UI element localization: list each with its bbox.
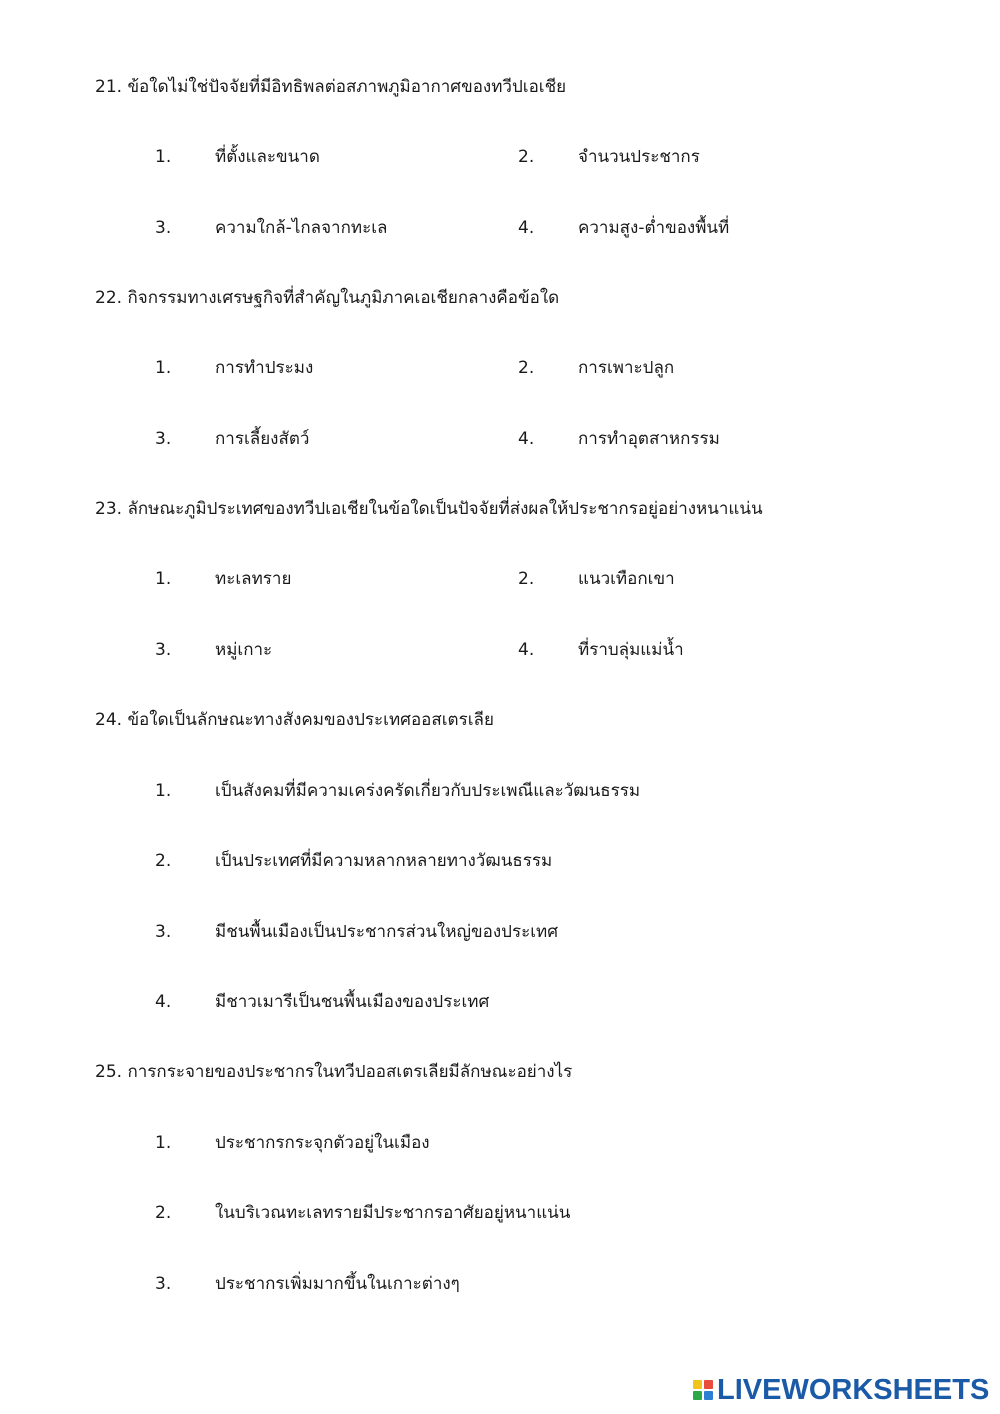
option-number: 4. [518,429,535,449]
option-text: เป็นสังคมที่มีความเคร่งครัดเกี่ยวกับประเพณีและวัฒนธรรม [215,781,641,801]
option-number: 1. [155,781,172,801]
option-number: 2. [155,1203,172,1223]
option-text: ความใกล้-ไกลจากทะเล [215,218,388,238]
option-number: 1. [155,147,172,167]
option-number: 3. [155,922,172,942]
option-text: การทำประมง [215,358,314,378]
option-text: ทะเลทราย [215,569,292,589]
option-text: ประชากรเพิ่มมากขึ้นในเกาะต่างๆ [215,1274,460,1294]
option-text: ที่ตั้งและขนาด [215,147,320,167]
question-25: 25. การกระจายของประชากรในทวีปออสเตรเลียมีลักษณะอย่างไร [95,1062,573,1082]
question-23: 23. ลักษณะภูมิประเทศของทวีปเอเชียในข้อใดเป็นปัจจัยที่ส่งผลให้ประชากรอยู่อย่างหนาแน่น [95,499,763,519]
option-number: 2. [518,569,535,589]
option-text: ในบริเวณทะเลทรายมีประชากรอาศัยอยู่หนาแน่น [215,1203,571,1223]
option-text: การเพาะปลูก [578,358,675,378]
option-text: หมู่เกาะ [215,640,273,660]
logo-text: LIVEWORKSHEETS [717,1374,990,1406]
option-number: 1. [155,358,172,378]
question-24: 24. ข้อใดเป็นลักษณะทางสังคมของประเทศออสเตรเลีย [95,710,494,730]
logo-squares-icon [693,1380,713,1400]
question-21: 21. ข้อใดไม่ใช่ปัจจัยที่มีอิทธิพลต่อสภาพภูมิอากาศของทวีปเอเชีย [95,77,567,97]
option-text: ประชากรกระจุกตัวอยู่ในเมือง [215,1133,430,1153]
option-number: 3. [155,429,172,449]
option-text: มีชาวเมารีเป็นชนพื้นเมืองของประเทศ [215,992,490,1012]
option-number: 2. [518,358,535,378]
option-number: 2. [518,147,535,167]
option-number: 4. [518,218,535,238]
option-text: เป็นประเทศที่มีความหลากหลายทางวัฒนธรรม [215,851,553,871]
option-number: 4. [518,640,535,660]
option-text: การทำอุตสาหกรรม [578,429,720,449]
option-number: 3. [155,640,172,660]
option-text: ความสูง-ต่ำของพื้นที่ [578,218,730,238]
option-number: 3. [155,1274,172,1294]
option-text: การเลี้ยงสัตว์ [215,429,310,449]
option-text: แนวเทือกเขา [578,569,675,589]
option-number: 1. [155,569,172,589]
option-text: จำนวนประชากร [578,147,700,167]
option-number: 4. [155,992,172,1012]
option-number: 3. [155,218,172,238]
liveworksheets-logo [693,1374,990,1406]
option-number: 2. [155,851,172,871]
option-text: ที่ราบลุ่มแม่น้ำ [578,640,684,660]
question-22: 22. กิจกรรมทางเศรษฐกิจที่สำคัญในภูมิภาคเอเชียกลางคือข้อใด [95,288,560,308]
option-number: 1. [155,1133,172,1153]
option-text: มีชนพื้นเมืองเป็นประชากรส่วนใหญ่ของประเทศ [215,922,559,942]
